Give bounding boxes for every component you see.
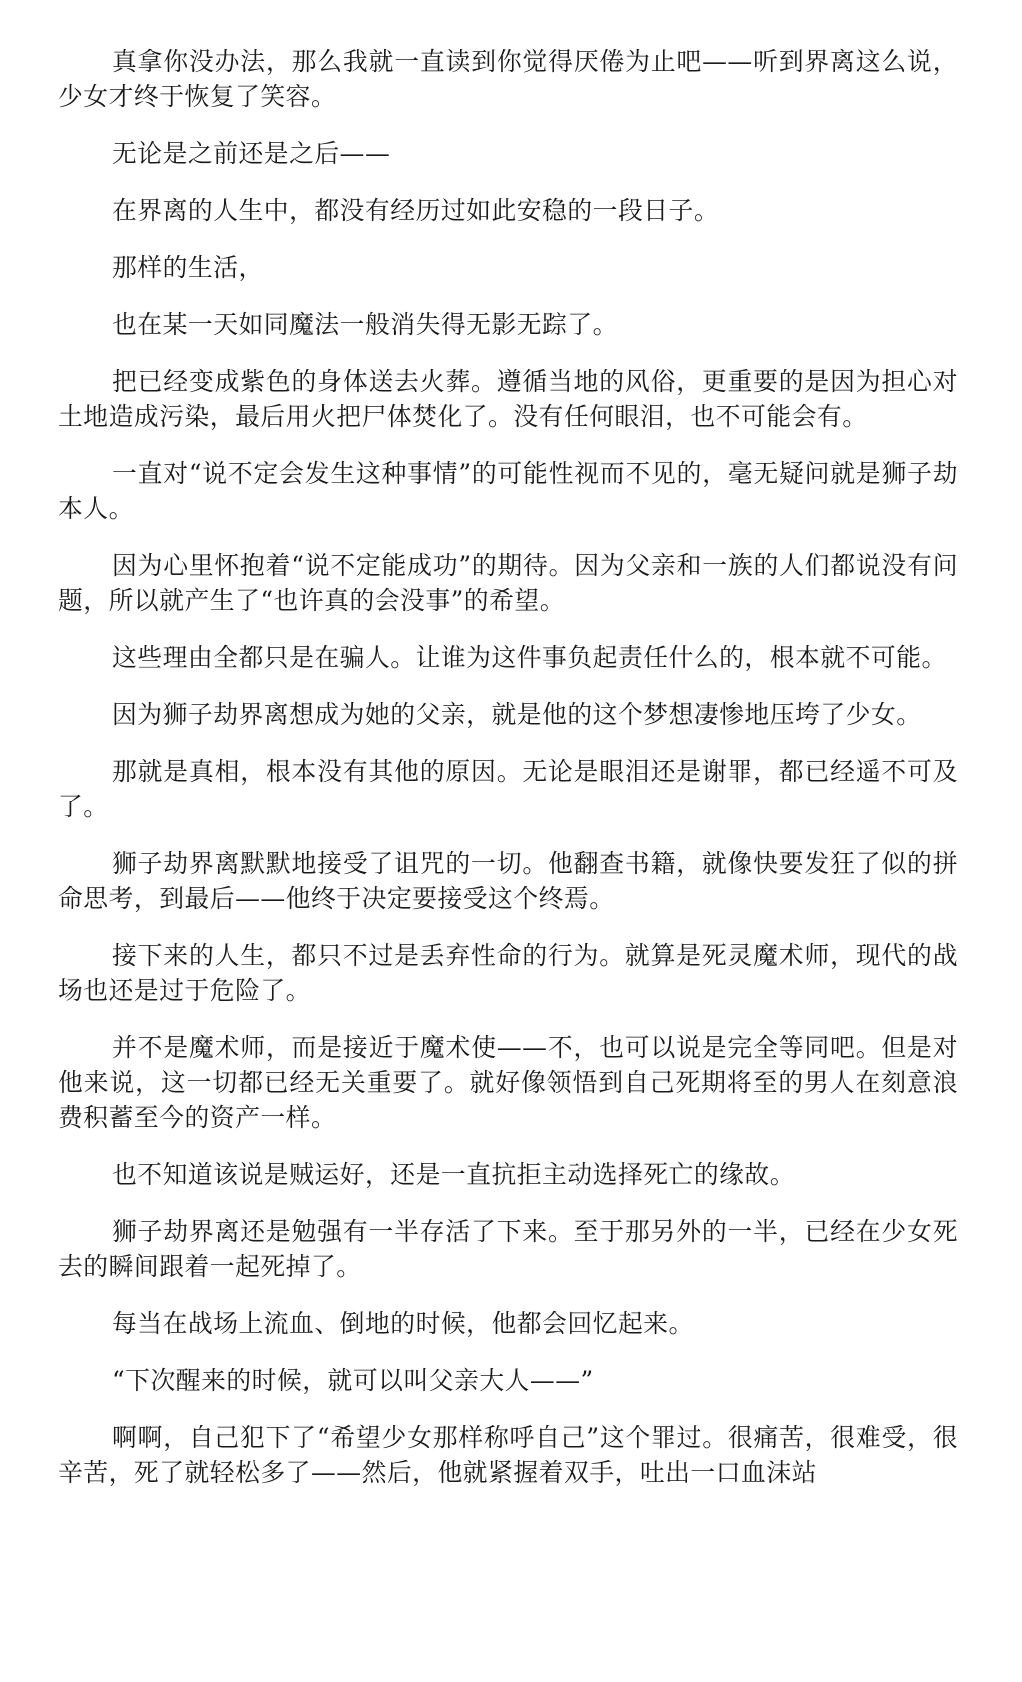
paragraph: 无论是之前还是之后—— — [112, 139, 391, 168]
paragraph: 也在某一天如同魔法一般消失得无影无踪了。 — [112, 310, 618, 339]
paragraph: 那样的生活， — [112, 253, 264, 282]
paragraph: 并不是魔术师，而是接近于魔术使——不，也可以说是完全等同吧。但是对他来说，这一切都已经无关重要了。就好像领悟到自己死期将至的男人在刻意浪费积蓄至今的资产一样。 — [58, 1033, 958, 1132]
paragraph: 这些理由全都只是在骗人。让谁为这件事负起责任什么的，根本就不可能。 — [112, 643, 947, 672]
paragraph: 每当在战场上流血、倒地的时候，他都会回忆起来。 — [112, 1309, 694, 1338]
paragraph: 把已经变成紫色的身体送去火葬。遵循当地的风俗，更重要的是因为担心对土地造成污染，最后用火把尸体焚化了。没有任何眼泪，也不可能会有。 — [58, 367, 958, 431]
novel-page — [58, 44, 958, 1512]
paragraph: 狮子劫界离还是勉强有一半存活了下来。至于那另外的一半，已经在少女死去的瞬间跟着一起死掉了。 — [58, 1217, 958, 1281]
paragraph: 因为心里怀抱着“说不定能成功”的期待。因为父亲和一族的人们都说没有问题，所以就产生了“也许真的会没事”的希望。 — [58, 551, 958, 615]
paragraph: 因为狮子劫界离想成为她的父亲，就是他的这个梦想凄惨地压垮了少女。 — [112, 700, 922, 729]
paragraph: 在界离的人生中，都没有经历过如此安稳的一段日子。 — [112, 196, 720, 225]
paragraph: 啊啊，自己犯下了“希望少女那样称呼自己”这个罪过。很痛苦，很难受，很辛苦，死了就轻松多了——然后，他就紧握着双手，吐出一口血沫站 — [58, 1423, 958, 1487]
paragraph: 狮子劫界离默默地接受了诅咒的一切。他翻查书籍，就像快要发狂了似的拼命思考，到最后——他终于决定要接受这个终焉。 — [58, 849, 958, 913]
paragraph: 接下来的人生，都只不过是丢弃性命的行为。就算是死灵魔术师，现代的战场也还是过于危险了。 — [58, 941, 958, 1005]
paragraph: “下次醒来的时候，就可以叫父亲大人——” — [112, 1366, 594, 1395]
paragraph: 真拿你没办法，那么我就一直读到你觉得厌倦为止吧——听到界离这么说，少女才终于恢复了笑容。 — [58, 47, 958, 111]
paragraph: 一直对“说不定会发生这种事情”的可能性视而不见的，毫无疑问就是狮子劫本人。 — [58, 459, 958, 523]
paragraph: 也不知道该说是贼运好，还是一直抗拒主动选择死亡的缘故。 — [112, 1160, 796, 1189]
paragraph: 那就是真相，根本没有其他的原因。无论是眼泪还是谢罪，都已经遥不可及了。 — [58, 757, 958, 821]
